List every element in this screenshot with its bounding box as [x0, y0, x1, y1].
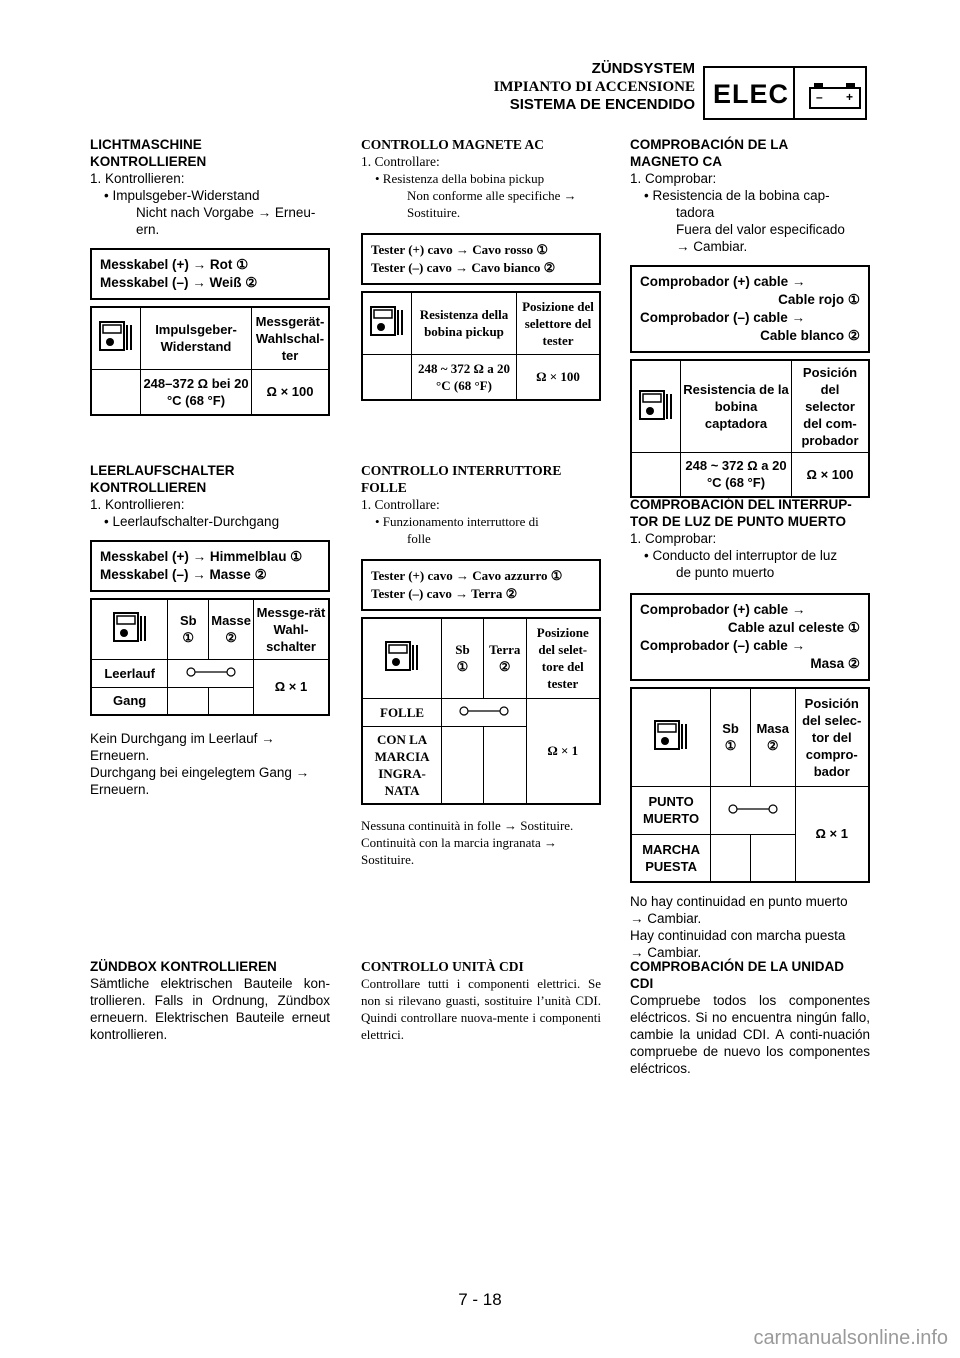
es-s2-lead-minus: Comprobador (–) cable → — [640, 638, 806, 653]
it-s2-step: 1. Controllare: — [361, 497, 440, 512]
it-s1-lead-minus: Tester (–) cavo → Cavo bianco ② — [371, 260, 556, 275]
de-s2-result-2: Erneuern. — [90, 748, 150, 763]
de-s1-lead-plus: Messkabel (+) → Rot ① — [100, 257, 249, 272]
es-s1-th-selector: Posición del selector del com-probador — [792, 360, 870, 453]
de-s2-row-gear: Gang — [91, 687, 168, 715]
page-header — [494, 60, 695, 114]
battery-plus-sign: + — [846, 90, 854, 104]
it-s2-row-neutral: FOLLE — [362, 698, 442, 726]
it-s2-lead-minus: Tester (–) cavo → Terra ② — [371, 586, 518, 601]
header-title-it: IMPIANTO DI ACCENSIONE — [493, 79, 695, 95]
it-s1-td-selector: Ω × 100 — [517, 354, 601, 400]
it-s1-bullet: • Resistenza della bobina pickup — [375, 171, 545, 186]
it-s1-title: CONTROLLO MAGNETE AC — [361, 137, 545, 152]
es-s2-row-neutral: PUNTO MUERTO — [631, 786, 711, 834]
es-s1-th-resistance: Resistencia de la bobina captadora — [681, 360, 792, 453]
it-s1-spec-table — [361, 291, 601, 401]
es-s2-continuity-table — [630, 687, 870, 883]
continuity-symbol — [442, 698, 526, 726]
es-s1-note: Fuera del valor especificado — [676, 222, 845, 237]
es-s1-lead-minus-b: Cable blanco ② — [760, 328, 860, 343]
es-s1-td-selector: Ω × 100 — [792, 453, 870, 497]
es-s2-th-ground: Masa ② — [750, 688, 795, 786]
de-s3-title: ZÜNDBOX KONTROLLIEREN — [90, 959, 277, 974]
it-section-neutral-switch — [361, 462, 601, 868]
de-s1-step: 1. Kontrollieren: — [90, 171, 185, 186]
it-s1-step: 1. Controllare: — [361, 154, 440, 169]
es-s2-th-selector: Posición del selec-tor del compro-bador — [795, 688, 869, 786]
de-s1-bullet: • Impulsgeber-Widerstand — [104, 188, 260, 203]
es-s2-title-2: TOR DE LUZ DE PUNTO MUERTO — [630, 514, 847, 529]
es-s2-result-2: → Cambiar. — [630, 911, 702, 926]
it-s2-continuity-table — [361, 617, 601, 805]
es-s1-lead-box — [630, 265, 870, 353]
multimeter-icon — [362, 618, 442, 698]
multimeter-icon — [91, 599, 168, 659]
de-s1-spec-table — [90, 306, 330, 416]
it-s2-result-2: Continuità con la marcia ingranata → — [361, 835, 558, 850]
es-s2-lead-box — [630, 593, 870, 681]
section-badge — [703, 66, 867, 120]
es-s3-text: Compruebe todos los componentes eléctricos. Si no encuentra ningún fallo, cambie la unidad CDI. A conti-nuación compruebe de nuevo los componentes eléctricos. — [630, 993, 870, 1076]
it-s2-th-sb: Sb ① — [442, 618, 484, 698]
es-s2-result-1: No hay continuidad en punto muerto — [630, 894, 848, 909]
badge-divider — [793, 68, 795, 118]
de-s2-th-selector: Messge-rät Wahl-schalter — [254, 599, 330, 659]
es-s1-lead-minus: Comprobador (–) cable → — [640, 310, 806, 325]
it-s2-lead-plus: Tester (+) cavo → Cavo azzurro ① — [371, 568, 563, 583]
it-s3-title: CONTROLLO UNITÀ CDI — [361, 959, 524, 974]
es-s1-td-resistance: 248 ~ 372 Ω a 20 °C (68 °F) — [681, 453, 792, 497]
es-s1-bullet: • Resistencia de la bobina cap- — [644, 188, 830, 203]
de-s2-lead-minus: Messkabel (–) → Masse ② — [100, 567, 267, 582]
it-s2-th-selector: Posizione del selet-tore del tester — [526, 618, 600, 698]
de-s1-title-1: LICHTMASCHINE — [90, 137, 202, 152]
es-s2-title-1: COMPROBACIÓN DEL INTERRUP- — [630, 497, 852, 512]
de-s1-note-2: ern. — [136, 222, 160, 237]
it-section-ac-magneto — [361, 136, 601, 401]
es-s1-title-1: COMPROBACIÓN DE LA — [630, 137, 789, 152]
de-section-neutral-switch — [90, 462, 330, 798]
continuity-symbol — [711, 786, 795, 834]
it-s2-range: Ω × 1 — [526, 698, 600, 804]
de-s2-title-1: LEERLAUFSCHALTER — [90, 463, 235, 478]
de-s1-note: Nicht nach Vorgabe → Erneu- — [136, 205, 316, 220]
it-s2-row-gear: CON LA MARCIA INGRA-NATA — [362, 726, 442, 804]
de-s2-lead-plus: Messkabel (+) → Himmelblau ① — [100, 549, 303, 564]
es-s2-step: 1. Comprobar: — [630, 531, 717, 546]
section-badge-label: ELEC — [713, 79, 790, 109]
de-section-ac-magneto — [90, 136, 330, 416]
it-s1-note-2: Sostituire. — [407, 205, 461, 220]
es-s1-note-2: → Cambiar. — [676, 239, 748, 254]
it-s1-th-selector: Posizione del selettore del tester — [517, 292, 601, 354]
es-s2-range: Ω × 1 — [795, 786, 869, 882]
es-s3-title-2: CDI — [630, 976, 654, 991]
de-s2-result-1: Kein Durchgang im Leerlauf → — [90, 731, 275, 746]
de-s1-td-resistance: 248–372 Ω bei 20 °C (68 °F) — [141, 369, 252, 415]
de-s2-th-ground: Masse ② — [209, 599, 254, 659]
de-s3-text: Sämtliche elektrischen Bauteile kon-trollieren. Falls in Ordnung, Zündbox erneuern. Elektrischen Bauteile erneut kontrollieren. — [90, 976, 330, 1042]
es-s2-result-4: → Cambiar. — [630, 945, 702, 960]
de-s2-row-neutral: Leerlauf — [91, 659, 168, 687]
watermark: carmanualsonline.info — [753, 1327, 948, 1349]
es-s2-th-sb: Sb ① — [711, 688, 751, 786]
it-s2-th-ground: Terra ② — [483, 618, 526, 698]
it-s1-note: Non conforme alle specifiche → — [407, 188, 577, 203]
header-title-es: SISTEMA DE ENCENDIDO — [509, 96, 695, 113]
it-s2-title-2: FOLLE — [361, 480, 407, 495]
it-s2-lead-box — [361, 559, 601, 611]
de-s2-step: 1. Kontrollieren: — [90, 497, 185, 512]
multimeter-icon — [91, 307, 141, 369]
es-section-cdi — [630, 958, 870, 1077]
multimeter-icon — [631, 688, 711, 786]
es-s2-lead-plus: Comprobador (+) cable → — [640, 602, 806, 617]
de-s1-td-selector: Ω × 100 — [252, 369, 330, 415]
de-s2-th-sb: Sb ① — [168, 599, 209, 659]
de-s1-lead-box — [90, 248, 330, 300]
es-s2-result-3: Hay continuidad con marcha puesta — [630, 928, 846, 943]
es-section-neutral-switch — [630, 496, 870, 961]
multimeter-icon — [631, 360, 681, 453]
it-s1-lead-plus: Tester (+) cavo → Cavo rosso ① — [371, 242, 548, 257]
it-s2-bullet: • Funzionamento interruttore di — [375, 514, 539, 529]
battery-minus-sign: – — [816, 90, 823, 104]
es-s3-title-1: COMPROBACIÓN DE LA UNIDAD — [630, 959, 844, 974]
continuity-symbol — [168, 659, 254, 687]
es-section-ac-magneto — [630, 136, 870, 498]
page-number: 7 - 18 — [458, 1290, 502, 1309]
es-s2-bullet: • Conducto del interruptor de luz — [644, 548, 838, 563]
de-s2-lead-box — [90, 540, 330, 592]
de-s2-result-3: Durchgang bei eingelegtem Gang → — [90, 765, 310, 780]
de-section-cdi — [90, 958, 330, 1043]
es-s1-lead-plus-b: Cable rojo ① — [778, 292, 860, 307]
es-s1-title-2: MAGNETO CA — [630, 154, 723, 169]
de-s1-th-selector: Messgerät-Wahlschal-ter — [252, 307, 330, 369]
battery-icon — [808, 80, 862, 110]
de-s1-title-2: KONTROLLIEREN — [90, 154, 207, 169]
it-s1-th-resistance: Resistenza della bobina pickup — [412, 292, 517, 354]
de-s2-result-4: Erneuern. — [90, 782, 150, 797]
es-s2-lead-plus-b: Cable azul celeste ① — [727, 620, 860, 635]
de-s2-range: Ω × 1 — [254, 659, 330, 715]
it-s2-bullet-2: folle — [407, 531, 431, 546]
de-s2-bullet: • Leerlaufschalter-Durchgang — [104, 514, 280, 529]
es-s2-lead-minus-b: Masa ② — [810, 656, 860, 671]
es-s1-lead-plus: Comprobador (+) cable → — [640, 274, 806, 289]
it-s2-title-1: CONTROLLO INTERRUTTORE — [361, 463, 562, 478]
de-s1-th-resistance: Impulsgeber-Widerstand — [141, 307, 252, 369]
it-s1-lead-box — [361, 233, 601, 285]
de-s1-lead-minus: Messkabel (–) → Weiß ② — [100, 275, 258, 290]
de-s2-title-2: KONTROLLIEREN — [90, 480, 207, 495]
it-s2-result-1: Nessuna continuità in folle → Sostituire. — [361, 818, 574, 833]
header-title-de: ZÜNDSYSTEM — [591, 60, 695, 77]
es-s2-bullet-2: de punto muerto — [676, 565, 775, 580]
it-s3-text: Controllare tutti i componenti elettrici. Se non si rilevano guasti, sostituire l’unità CDI. Quindi controllare nuova-mente i componenti elettrici. — [361, 976, 601, 1042]
es-s1-spec-table — [630, 359, 870, 498]
it-s2-result-3: Sostituire. — [361, 852, 415, 867]
it-section-cdi — [361, 958, 601, 1043]
de-s2-continuity-table — [90, 598, 330, 716]
multimeter-icon — [362, 292, 412, 354]
es-s2-row-gear: MARCHA PUESTA — [631, 834, 711, 882]
es-s1-step: 1. Comprobar: — [630, 171, 717, 186]
it-s1-td-resistance: 248 ~ 372 Ω a 20 °C (68 °F) — [412, 354, 517, 400]
es-s1-bullet-2: tadora — [676, 205, 715, 220]
